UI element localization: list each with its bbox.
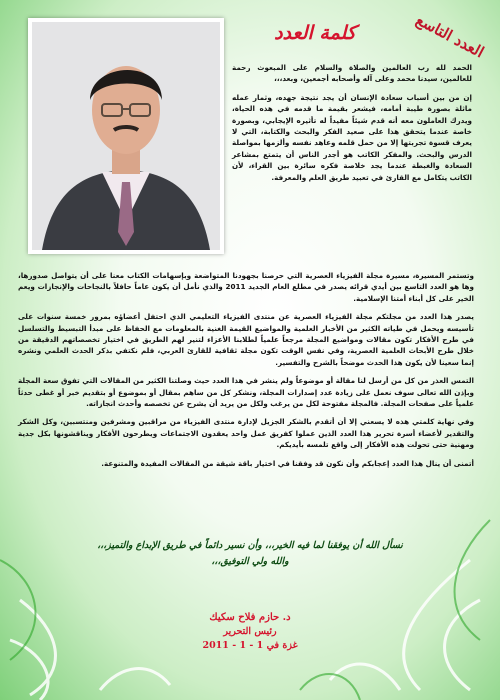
signature-date: غزة في 1 - 1 - 2011: [202, 640, 298, 651]
paragraph-thanks: وفي نهاية كلمتي هذه لا يسعني إلا أن أتقدم بالشكر الجزيل لإدارة منتدى الفيزياء من مراقبين ومشرفين ومنتسبين، وكل الشكر والتقدير لأعضاء أسرة تحرير هذا العدد الذين عملوا كفريق عمل واحد يعقدون الاجتماعات ويطرحون الأفكار ويناقشونها بكل جدية ومهنية حتى تحولت هذه الأفكار إلى واقع تلمسه بأيديكم.: [18, 417, 474, 450]
paragraph-journey: وتستمر المسيرة، مسيرة مجلة الفيزياء العصرية التي حرصنا بجهودنا المتواضعة وبإسهامات الكتاب معنا على أن يتواصل صدورها، وها هو العدد التاسع بين أيدي قرائه يصدر في مطلع العام الجديد 2011 والذي نأمل أن يكون عاماً حافلاً بالنجاحات والإنجازات ويعم الخير على كل أبناء أمتنا الإسلامية.: [18, 271, 474, 303]
closing-prayer: [30, 538, 470, 570]
article-body: [18, 270, 474, 476]
paragraph-wish: أتمنى أن ينال هذا العدد إعجابكم وأن نكون قد وفقنا في اختيار باقة شيقة من المقالات المفيدة والمتنوعة.: [101, 458, 474, 468]
closing-line-2: والله ولي التوفيق،،،: [211, 556, 289, 567]
portrait-illustration: [32, 22, 220, 250]
paragraph-opening: الحمد لله رب العالمين والصلاة والسلام على المبعوث رحمة للعالمين، سيدنا محمد وعلى آله وأصحابه أجمعين، وبعد،،،: [232, 63, 472, 84]
author-role: رئيس التحرير: [223, 626, 277, 637]
closing-line-1: نسأل الله أن يوفقنا لما فيه الخير،،، وأن نسير دائماً في طريق الإبداع والتميز،،،: [97, 540, 403, 551]
author-photo: [28, 18, 224, 254]
paragraph-happiness: إن من بين أسباب سعادة الإنسان أن يجد نتيجة جهده، وثمار عمله ماثلة بصورة طيبة أمامه، فيشعر بقيمة ما قدمه في هذه الحياة، ويدرك العاملون معه أنه قدم شيئاً مفيداً له تأثيره الإيجابي، وبصورة خاصة عندما يتحقق هذا على صعيد الفكر والبحث والكتابة، التي لا يعرف قسوة تجربتها إلا من حمل قلمه وعاهد نفسه وألزمها بمواصلة الدرس والبحث. والمفكر الكاتب هو أجدر الناس أن يتمتع بمشاعر السعادة والغبطة عندما يجد خلاصة فكره سائرة بين القراء، لأن الكاتب يتكامل مع القارئ في تعبيد طريق العلم والمعرفة.: [232, 92, 472, 182]
author-name: د. حازم فلاح سكيك: [209, 612, 291, 623]
page-title: كلمة العدد: [274, 22, 356, 44]
issue-number-label: العدد التاسع: [413, 10, 487, 62]
paragraph-apology: التمس العذر من كل من أرسل لنا مقالة أو موضوعاً ولم ينشر في هذا العدد حيث وصلتنا الكثير من المقالات التي تفوق سعة المجلة وبإذن الله تعالى سوف نعمل على زيادة عدد إصدارات المجلة، ونشكر كل من ساهم بمقال أو بموضوع أو بتقديم خبر أو غطى حدثاً علمياً على صفحات المجلة. فالمجلة مفتوحة لكل من يرغب ولكل من يريد أن يشرح عن تخصصه وأحدث انجازاته.: [18, 376, 474, 409]
paragraph-issue-content: يصدر هذا العدد من مجلتكم مجلة الفيزياء العصرية عن منتدى الفيزياء التعليمي الذي احتفل أعضاؤه بمرور خمسة سنوات على تأسيسه ويحمل في طياته الكثير من الأخبار العلمية والمواضيع القيمة الغنية بالمعلومات مع الحفاظ على مبدأ التبسيط والتسلسل في طرح الأفكار تكون مقالات ومواضيع المجلة مرجعاً علمياً لطلابنا الأعزاء لتنير لهم الطريق في اختيار تخصصاتهم الدقيقة من خلال طرح الأبحاث العلمية العصرية، وفي نفس الوقت تكون مجلة ثقافية للقارئ العربي، فلم نكتفي بذكر الحدث العلمي ونشره إنما سعينا لأن يكون هذا الحدث موضحاً بالشرح والتفسير.: [18, 312, 474, 367]
signature-block: [180, 611, 320, 653]
article-top: [232, 62, 472, 190]
